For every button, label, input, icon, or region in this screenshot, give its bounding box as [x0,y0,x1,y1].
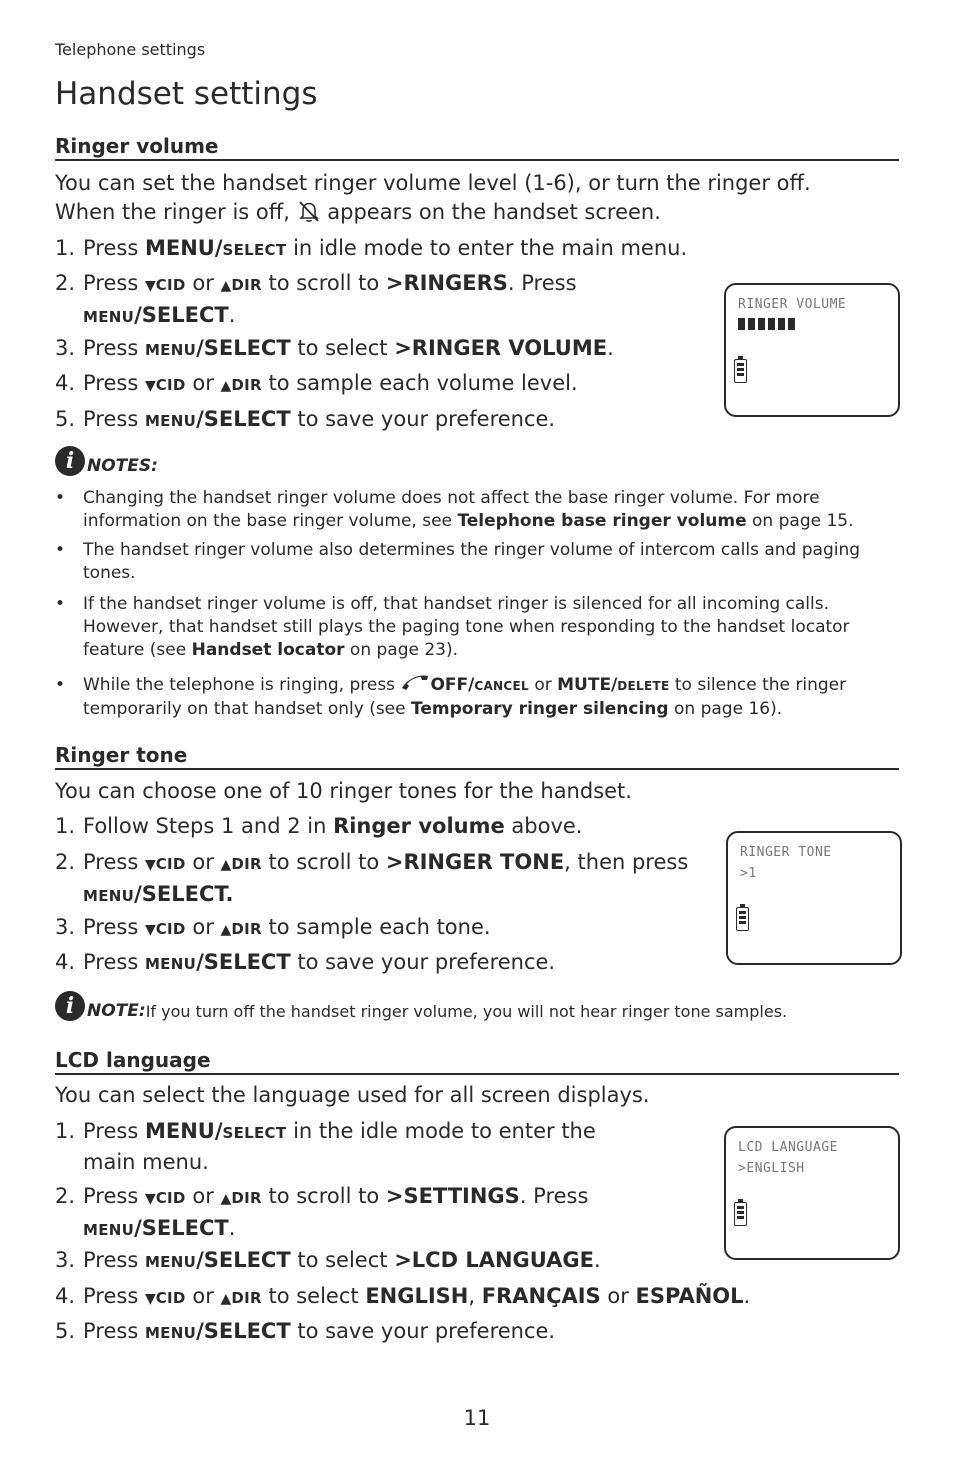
bell-off-icon [297,199,321,223]
rv-step-4: 4. Press ▼CID or ▲DIR to sample each volume level. [55,371,578,395]
volume-bar [788,318,795,330]
intro-line-2a: When the ringer is off, [55,200,290,224]
lang-step-1: 1. Press MENU/SELECT in the idle mode to enter the main menu. [55,1119,596,1174]
intro-line-2b: appears on the handset screen. [327,200,661,224]
volume-bar [778,318,785,330]
rv-step-3: 3. Press MENU/SELECT to select >RINGER VOLUME. [55,336,614,360]
lcd-screen-ringer-volume [724,283,900,417]
lcd-line-2: >1 [740,866,757,881]
down-arrow-icon: ▼ [144,857,156,873]
up-arrow-icon: ▲ [220,857,232,873]
ringer-volume-intro [55,169,811,227]
ringer-tone-intro: You can choose one of 10 ringer tones for the handset. [55,779,632,803]
up-arrow-icon: ▲ [220,1191,232,1207]
phone-off-icon [400,674,430,692]
lcd-line-1: RINGER VOLUME [738,297,847,312]
battery-icon [734,1202,747,1226]
notes-label: NOTES: [87,456,158,476]
lang-step-4: 4. Press ▼CID or ▲DIR to select ENGLISH, FRANÇAIS or ESPAÑOL. [55,1284,751,1308]
note-item: • If the handset ringer volume is off, that handset ringer is silenced for all incoming calls. However, that handset still plays the paging tone when responding to the handset locator feature (see Handset locator on page 23). [55,594,850,660]
down-arrow-icon: ▼ [144,278,156,294]
section-label: Telephone settings [55,40,206,59]
volume-bar [748,318,755,330]
down-arrow-icon: ▼ [144,1291,156,1307]
lcd-line-2: >ENGLISH [738,1161,805,1176]
rt-step-1: 1. Follow Steps 1 and 2 in Ringer volume above. [55,814,583,838]
page-number: 11 [463,1406,491,1430]
ringer-tone-heading: Ringer tone [55,743,899,770]
volume-bar [758,318,765,330]
up-arrow-icon: ▲ [220,278,232,294]
up-arrow-icon: ▲ [220,1291,232,1307]
volume-bar [738,318,745,330]
down-arrow-icon: ▼ [144,1191,156,1207]
lcd-line-1: RINGER TONE [740,845,832,860]
ringer-volume-heading: Ringer volume [55,134,899,161]
up-arrow-icon: ▲ [220,378,232,394]
lang-step-3: 3. Press MENU/SELECT to select >LCD LANGUAGE. [55,1248,601,1272]
up-arrow-icon: ▲ [220,922,232,938]
note-item: • The handset ringer volume also determines the ringer volume of intercom calls and paging tones. [55,540,861,583]
intro-line-1: You can set the handset ringer volume level (1-6), or turn the ringer off. [55,171,811,195]
volume-bar [768,318,775,330]
lcd-line-1: LCD LANGUAGE [738,1140,838,1155]
rv-step-5: 5. Press MENU/SELECT to save your preference. [55,407,556,431]
battery-icon [736,907,749,931]
page-title: Handset settings [55,76,318,112]
note-item: • While the telephone is ringing, press OFF/CANCEL or MUTE/DELETE to silence the ringer temporarily on that handset only (see Temporary ringer silencing on page 16). [55,675,847,719]
lcd-screen-language [724,1126,900,1260]
volume-level-bars [738,318,795,330]
lcd-screen-ringer-tone [726,831,902,965]
info-icon: i [55,991,85,1021]
note-label: NOTE: [87,1001,146,1021]
down-arrow-icon: ▼ [144,378,156,394]
rt-step-2: 2. Press ▼CID or ▲DIR to scroll to >RINGER TONE, then press MENU/SELECT. [55,850,689,906]
lang-step-2: 2. Press ▼CID or ▲DIR to scroll to >SETTINGS. Press MENU/SELECT. [55,1184,589,1240]
rv-step-1: 1. Press MENU/SELECT in idle mode to enter the main menu. [55,236,688,260]
lcd-language-intro: You can select the language used for all screen displays. [55,1083,650,1107]
rt-step-4: 4. Press MENU/SELECT to save your preference. [55,950,556,974]
battery-icon [734,359,747,383]
lcd-language-heading: LCD language [55,1048,899,1075]
notes-heading [55,446,158,476]
down-arrow-icon: ▼ [144,922,156,938]
note-item: • Changing the handset ringer volume does not affect the base ringer volume. For more information on the base ringer volume, see Telephone base ringer volume on page 15. [55,488,854,531]
info-icon: i [55,446,85,476]
note-line [55,991,787,1021]
note-text: If you turn off the handset ringer volume, you will not hear ringer tone samples. [145,1002,788,1021]
lang-step-5: 5. Press MENU/SELECT to save your preference. [55,1319,556,1343]
rt-step-3: 3. Press ▼CID or ▲DIR to sample each tone. [55,915,491,939]
rv-step-2: 2. Press ▼CID or ▲DIR to scroll to >RINGERS. Press MENU/SELECT. [55,271,577,327]
